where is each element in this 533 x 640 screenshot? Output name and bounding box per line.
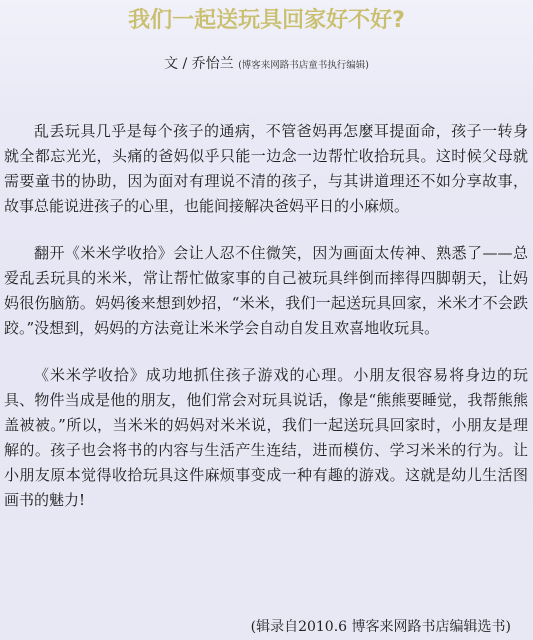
- paragraph-2: 翻开《米米学收拾》会让人忍不住微笑，因为画面太传神、熟悉了——总爱乱丢玩具的米米，常让帮忙做家事的自己被玩具绊倒而摔得四脚朝天，让妈妈很伤脑筋。妈妈後来想到妙招，“米米，我们一起送玩具回家，米米才不会跌跤。”没想到，妈妈的方法竟让米米学会自动自发且欢喜地收玩具。: [4, 244, 528, 337]
- article-title: 我们一起送玩具回家好不好?: [128, 8, 405, 33]
- paragraph-1: 乱丢玩具几乎是每个孩子的通病，不管爸妈再怎麼耳提面命，孩子一转身就全都忘光光，头痛的爸妈似乎只能一边念一边帮忙收拾玩具。这时候父母就需要童书的协助，因为面对有理说不清的孩子，与其讲道理还不如分享故事，故事总能说进孩子的心里，也能间接解决爸妈平日的小麻烦。: [4, 122, 528, 215]
- byline: [0, 53, 533, 73]
- article-body: [4, 119, 528, 535]
- byline-author: 文 / 乔怡兰: [164, 56, 234, 72]
- source-note: (辑录自2010.6 博客来网路书店编辑选书): [250, 619, 511, 635]
- paragraph-3: 《米米学收拾》成功地抓住孩子游戏的心理。小朋友很容易将身边的玩具、物件当成是他的朋友，他们常会对玩具说话，像是“熊熊要睡觉，我帮熊熊盖被被。”所以，当米米的妈妈对米米说，我们一起送玩具回家时，小朋友是理解的。孩子也会将书的内容与生活产生连结，进而模仿、学习米米的行为。让小朋友原本觉得收拾玩具这件麻烦事变成一种有趣的游戏。这就是幼儿生活图画书的魅力!: [4, 366, 528, 509]
- byline-role: (博客来网路书店童书执行编辑): [238, 60, 369, 71]
